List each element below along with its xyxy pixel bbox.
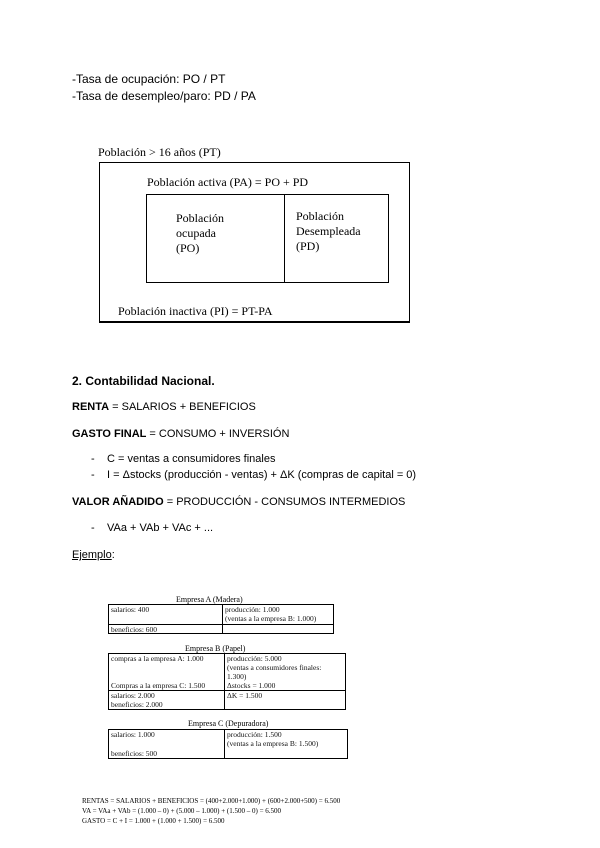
table-c-divider bbox=[224, 729, 225, 759]
table-c-production: producción: 1.500 bbox=[227, 730, 282, 739]
table-b-divider bbox=[224, 653, 225, 710]
table-c-title: Empresa C (Depuradora) bbox=[188, 719, 269, 728]
example-label bbox=[72, 549, 115, 561]
table-a-title: Empresa A (Madera) bbox=[176, 595, 243, 604]
example-colon: : bbox=[111, 549, 115, 561]
unemployed-line-2: Desempleada bbox=[296, 224, 361, 238]
unemployed-line-1: Población bbox=[296, 209, 344, 223]
occupied-line-2: ocupada bbox=[176, 226, 216, 240]
table-b-capital: ΔK = 1.500 bbox=[227, 691, 263, 700]
inactive-population-label: Población inactiva (PI) = PT-PA bbox=[118, 304, 273, 318]
valor-item-1: VAa + VAb + VAc + ... bbox=[107, 522, 214, 534]
table-b-purchases-a: compras a la empresa A: 1.000 bbox=[111, 654, 204, 663]
gasto-key: GASTO FINAL bbox=[72, 428, 147, 440]
active-population-divider bbox=[284, 194, 285, 282]
formula-va: VA = VAa + VAb = (1.000 – 0) + (5.000 – 1.000) + (1.500 – 0) = 6.500 bbox=[82, 807, 282, 815]
gasto-item-1: C = ventas a consumidores finales bbox=[107, 453, 276, 465]
table-b-sales-amount: 1.300) bbox=[227, 672, 247, 681]
renta-definition bbox=[72, 401, 256, 413]
occupied-line-3: (PO) bbox=[176, 241, 200, 255]
table-b-salaries: salarios: 2.000 bbox=[111, 691, 155, 700]
gasto-item-2: I = Δstocks (producción - ventas) + ΔK (compras de capital = 0) bbox=[107, 469, 417, 481]
table-c-sales: (ventas a la empresa B: 1.500) bbox=[227, 739, 319, 748]
unemployed-line-3: (PD) bbox=[296, 239, 320, 253]
table-b-stocks: Δstocks = 1.000 bbox=[227, 681, 276, 690]
table-a-production: producción: 1.000 bbox=[225, 605, 280, 614]
table-c-profits: beneficios: 500 bbox=[111, 749, 158, 758]
active-population-label: Población activa (PA) = PO + PD bbox=[147, 175, 309, 189]
table-b-purchases-c: Compras a la empresa C: 1.500 bbox=[111, 681, 206, 690]
valor-rest: = PRODUCCIÓN - CONSUMOS INTERMEDIOS bbox=[163, 496, 406, 508]
valor-key: VALOR AÑADIDO bbox=[72, 496, 164, 508]
table-a-divider bbox=[222, 604, 223, 634]
gasto-bullet-1: - bbox=[91, 453, 95, 465]
occupied-population-label bbox=[176, 211, 224, 256]
table-b-title: Empresa B (Papel) bbox=[185, 644, 246, 653]
gasto-rest: = CONSUMO + INVERSIÓN bbox=[146, 428, 290, 440]
renta-rest: = SALARIOS + BENEFICIOS bbox=[109, 401, 256, 413]
formula-rentas: RENTAS = SALARIOS + BENEFICIOS = (400+2.000+1.000) + (600+2.000+500) = 6.500 bbox=[82, 797, 341, 805]
unemployed-population-label bbox=[296, 209, 361, 254]
table-b-production: producción: 5.000 bbox=[227, 654, 282, 663]
valor-definition bbox=[72, 496, 405, 508]
valor-bullet-1: - bbox=[91, 522, 95, 534]
gasto-bullet-2: - bbox=[91, 469, 95, 481]
table-a-salaries: salarios: 400 bbox=[111, 605, 150, 614]
example-label-text: Ejemplo bbox=[72, 549, 112, 561]
table-a-sales: (ventas a la empresa B: 1.000) bbox=[225, 614, 317, 623]
table-a-profits: beneficios: 600 bbox=[111, 625, 158, 634]
table-b-sales: (ventas a consumidores finales: bbox=[227, 663, 322, 672]
formula-gasto: GASTO = C + I = 1.000 + (1.000 + 1.500) = 6.500 bbox=[82, 817, 225, 825]
gasto-definition bbox=[72, 428, 289, 440]
rate-unemployment: -Tasa de desempleo/paro: PD / PA bbox=[72, 89, 256, 103]
table-b-profits: beneficios: 2.000 bbox=[111, 700, 163, 709]
table-c-salaries: salarios: 1.000 bbox=[111, 730, 155, 739]
rate-occupation: -Tasa de ocupación: PO / PT bbox=[72, 72, 226, 86]
section-title: 2. Contabilidad Nacional. bbox=[72, 374, 215, 388]
total-population-label: Población > 16 años (PT) bbox=[98, 145, 221, 159]
renta-key: RENTA bbox=[72, 401, 110, 413]
occupied-line-1: Población bbox=[176, 211, 224, 225]
